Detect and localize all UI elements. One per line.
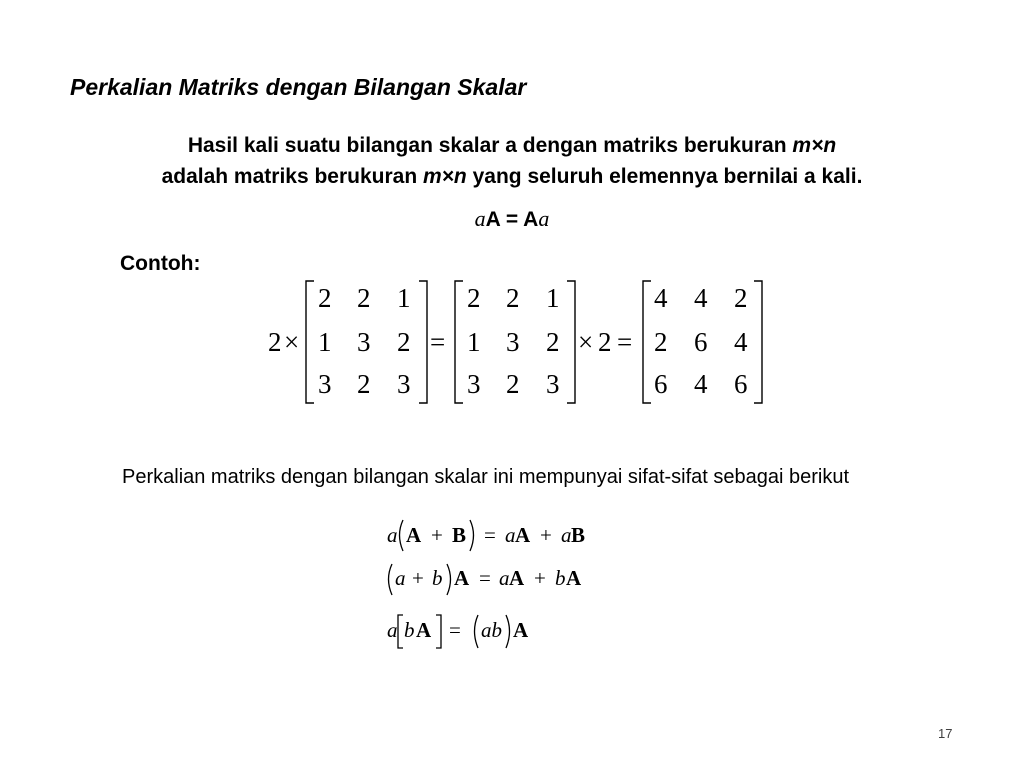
page-number: 17: [938, 726, 953, 741]
cell: 1: [467, 327, 481, 357]
dimension-var: m×n: [792, 134, 837, 157]
equals-sign: =: [617, 327, 633, 357]
scalar-2: 2: [268, 327, 282, 357]
cell: 2: [506, 283, 520, 313]
dimension-var: m×n: [423, 165, 467, 188]
cell: 1: [318, 327, 332, 357]
cell: 3: [318, 369, 332, 399]
cell: 2: [318, 283, 332, 313]
svg-text:A: A: [454, 566, 470, 590]
cell: 6: [734, 369, 748, 399]
paren-right: [506, 615, 510, 648]
properties-intro: Perkalian matriks dengan bilangan skalar ini mempunyai sifat-sifat sebagai berikut: [122, 466, 850, 488]
scalar-2: 2: [598, 327, 612, 357]
svg-text:+: +: [534, 566, 546, 590]
svg-text:+: +: [431, 523, 443, 547]
svg-text:b: b: [432, 566, 443, 590]
paren-right: [470, 520, 474, 551]
definition-line-1: Hasil kali suatu bilangan skalar a dengan matriks berukuran m×n: [187, 134, 837, 157]
svg-text:a: a: [387, 618, 398, 642]
svg-text:+: +: [540, 523, 552, 547]
cell: 4: [654, 283, 668, 313]
svg-text:B: B: [452, 523, 467, 547]
cell: 2: [654, 327, 668, 357]
cell: 1: [397, 283, 411, 313]
cell: 2: [467, 283, 481, 313]
svg-text:A: A: [416, 618, 432, 642]
times-sign: ×: [284, 327, 300, 357]
property-associative: [387, 615, 529, 648]
property-distributive-matrix: [387, 520, 585, 551]
svg-text:a: a: [561, 523, 572, 547]
bracket-right: [436, 615, 441, 648]
cell: 6: [694, 327, 708, 357]
svg-text:a: a: [387, 523, 398, 547]
cell: 4: [694, 283, 708, 313]
svg-text:A: A: [509, 566, 525, 590]
cell: 2: [506, 369, 520, 399]
cell: 3: [467, 369, 481, 399]
svg-text:a: a: [505, 523, 516, 547]
slide-title: Perkalian Matriks dengan Bilangan Skalar: [70, 74, 527, 100]
paren-left: [475, 615, 479, 648]
cell: 2: [546, 327, 560, 357]
paren-left: [400, 520, 404, 551]
svg-text:A: A: [406, 523, 422, 547]
bracket-left: [398, 615, 403, 648]
svg-text:B: B: [571, 523, 586, 547]
svg-text:=: =: [479, 566, 491, 590]
cell: 2: [397, 327, 411, 357]
svg-text:A: A: [515, 523, 531, 547]
cell: 4: [734, 327, 748, 357]
svg-text:A: A: [566, 566, 582, 590]
svg-text:b: b: [404, 618, 415, 642]
svg-text:ab: ab: [481, 618, 502, 642]
cell: 2: [357, 369, 371, 399]
cell: 2: [357, 283, 371, 313]
cell: 1: [546, 283, 560, 313]
times-sign: ×: [578, 327, 594, 357]
cell: 3: [397, 369, 411, 399]
svg-text:+: +: [412, 566, 424, 590]
equals-sign: =: [430, 327, 446, 357]
paren-left: [389, 564, 393, 595]
cell: 6: [654, 369, 668, 399]
cell: 3: [546, 369, 560, 399]
svg-text:a: a: [395, 566, 406, 590]
svg-text:=: =: [449, 618, 461, 642]
cell: 4: [694, 369, 708, 399]
cell: 3: [506, 327, 520, 357]
cell: 2: [734, 283, 748, 313]
commutative-identity: aA = Aa: [474, 206, 550, 231]
svg-text:=: =: [484, 523, 496, 547]
definition-line-2: adalah matriks berukuran m×n yang seluruh elemennya bernilai a kali.: [161, 165, 863, 188]
svg-text:b: b: [555, 566, 566, 590]
example-label: Contoh:: [120, 252, 201, 275]
cell: 3: [357, 327, 371, 357]
property-distributive-scalar: [389, 564, 583, 595]
svg-text:A: A: [513, 618, 529, 642]
svg-text:a: a: [499, 566, 510, 590]
paren-right: [447, 564, 451, 595]
